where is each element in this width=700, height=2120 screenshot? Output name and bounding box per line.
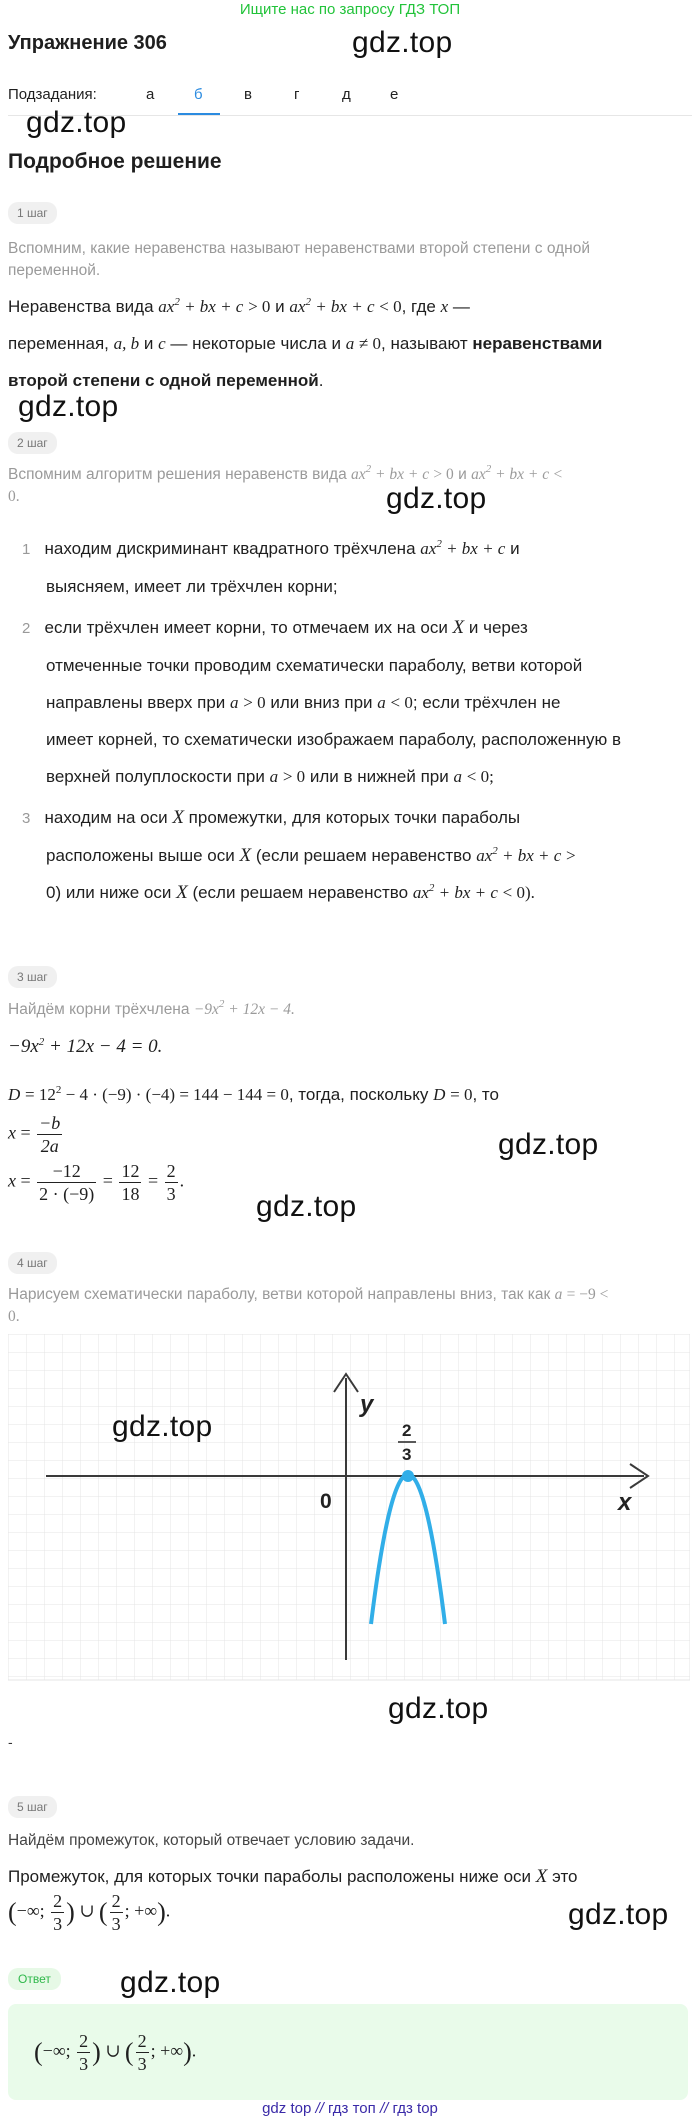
- step5-text: Промежуток, для которых точки параболы расположены ниже оси X это: [8, 1866, 578, 1887]
- subtask-tab-a[interactable]: а: [146, 86, 155, 103]
- watermark: gdz.top: [18, 390, 119, 423]
- step-badge: 4 шаг: [8, 1252, 57, 1274]
- answer-box: [8, 2004, 688, 2100]
- answer-value: (−∞; $\frac{2}{3}$ ) ∪ ( $\frac{2}{3}$ ; +∞).: [34, 2031, 197, 2074]
- step-intro: Найдём корни трёхчлена $-9x^2 + 12x - 4$.: [8, 998, 295, 1018]
- watermark: gdz.top: [386, 482, 487, 515]
- origin-label: 0: [320, 1490, 332, 1513]
- solution-heading: Подробное решение: [8, 150, 222, 173]
- x-axis-label: x: [618, 1489, 632, 1516]
- search-banner[interactable]: Ищите нас по запросу ГДЗ ТОП: [239, 1, 461, 18]
- step-badge: 1 шаг: [8, 202, 57, 224]
- subtask-tab-b[interactable]: б: [194, 86, 203, 103]
- equation-line: $-9x^2 + 12x - 4 = 0$.: [8, 1036, 163, 1057]
- vertex-label-den: 3: [402, 1445, 412, 1464]
- graph-grid: [8, 1334, 690, 1680]
- subtasks-label: Подзадания:: [8, 86, 97, 103]
- footer-links: [0, 2100, 700, 2118]
- footer-sep: //: [379, 2100, 389, 2117]
- step-intro: Вспомним алгоритм решения неравенств вида $ax^2$ + bx + c > 0 и $ax^2$ + bx + c < 0.: [8, 463, 563, 505]
- discriminant-line: $D = 12^2 - 4 \cdot (-9) \cdot (-4) = 144 - 144 = 0$, тогда, поскольку D = 0, то: [8, 1084, 499, 1104]
- footer-sep: //: [315, 2100, 324, 2117]
- page-title: Упражнение 306: [8, 32, 167, 54]
- watermark: gdz.top: [112, 1410, 213, 1443]
- subtask-tab-g[interactable]: г: [294, 86, 300, 103]
- root-value: x = $\frac{-12}{2 \cdot (-9)}$ = $\frac{12}{18}$ = $\frac{2}{3}$ .: [8, 1161, 185, 1204]
- watermark: gdz.top: [26, 106, 127, 139]
- step1-definition: Неравенства вида $ax^2$ + bx + c > 0 и $ax^2$ + bx + c < 0, где x — переменная, a, b и c — некоторые числа и a ≠ 0, называют неравенствами второй степени с одной переменной.: [8, 296, 603, 390]
- watermark: gdz.top: [352, 26, 453, 59]
- algorithm-item-1: 1 находим дискриминант квадратного трёхчлена $ax^2$ + bx + c и выясняем, имеет ли трёхчлен корни;: [22, 538, 520, 596]
- vertex-point: [402, 1470, 414, 1482]
- answer-badge: Ответ: [8, 1968, 61, 1990]
- step-badge: 2 шаг: [8, 432, 57, 454]
- root-formula: x = $\frac{-b}{2a}$: [8, 1113, 61, 1156]
- footer-link[interactable]: гдз top: [392, 2100, 438, 2117]
- separator-dash: -: [8, 1734, 13, 1750]
- watermark: gdz.top: [388, 1692, 489, 1725]
- subtask-tab-e[interactable]: е: [390, 86, 399, 103]
- algorithm-item-2: 2 если трёхчлен имеет корни, то отмечаем их на оси X и через отмеченные точки проводим схематически параболу, ветви которой направлены вверх при a > 0 или вниз при a < 0; если трёхчлен не имеет корней, то схематически изображаем параболу, расположенную в верхней полуплоскости при a > 0 или в нижней при a < 0;: [22, 617, 622, 786]
- algorithm-item-3: 3 находим на оси X промежутки, для которых точки параболы расположены выше оси X (если решаем неравенство $ax^2$ + bx + c > 0) или ниже оси X (если решаем неравенство $ax^2$ + bx + c < 0).: [22, 807, 576, 903]
- watermark: gdz.top: [568, 1898, 669, 1931]
- y-axis-label: y: [360, 1391, 374, 1418]
- parabola-graph: [8, 1334, 690, 1682]
- watermark: gdz.top: [256, 1190, 357, 1223]
- step-badge: 5 шаг: [8, 1796, 57, 1818]
- active-tab-underline: [178, 113, 220, 115]
- step-intro: Найдём промежуток, который отвечает условию задачи.: [8, 1832, 415, 1849]
- step-intro: Вспомним, какие неравенства называют неравенствами второй степени с одной переменной.: [8, 240, 590, 279]
- footer-link[interactable]: gdz top: [262, 2100, 312, 2117]
- subtask-tab-d[interactable]: д: [342, 86, 351, 103]
- footer-link[interactable]: гдз топ: [328, 2100, 376, 2117]
- watermark: gdz.top: [498, 1128, 599, 1161]
- watermark: gdz.top: [120, 1966, 221, 1999]
- vertex-label-num: 2: [402, 1421, 412, 1440]
- subtask-tab-v[interactable]: в: [244, 86, 252, 103]
- step-intro: Нарисуем схематически параболу, ветви которой направлены вниз, так как a = −9 < 0.: [8, 1286, 609, 1325]
- interval-result: (−∞; $\frac{2}{3}$ ) ∪ ( $\frac{2}{3}$ ; +∞).: [8, 1891, 171, 1934]
- step-badge: 3 шаг: [8, 966, 57, 988]
